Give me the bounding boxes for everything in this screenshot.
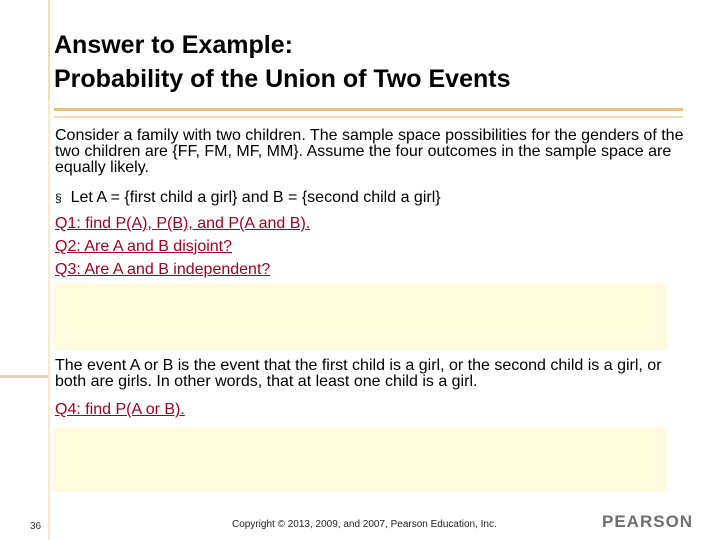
question-4-link[interactable]: Q4: find P(A or B). [55, 401, 185, 418]
title-divider-top [54, 108, 683, 111]
slide-title-line-1: Answer to Example: [54, 31, 293, 59]
question-3-link[interactable]: Q3: Are A and B independent? [55, 261, 271, 278]
question-2-link[interactable]: Q2: Are A and B disjoint? [55, 238, 233, 255]
problem-statement: Consider a family with two children. The sample space possibilities for the genders of the two children are {FF, FM, MF, MM}. Assume the four outcomes in the sample space are equally likely. [55, 127, 684, 176]
left-accent-line [48, 0, 50, 100]
title-divider-bottom [54, 116, 683, 118]
pearson-logo: PEARSON [602, 512, 694, 531]
page-number: 36 [30, 521, 42, 532]
slide-title [54, 28, 510, 96]
left-tick-mark [0, 375, 48, 378]
copyright-notice: Copyright © 2013, 2009, and 2007, Pearson Education, Inc. [232, 519, 497, 530]
slide-title-line-2: Probability of the Union of Two Events [54, 65, 511, 93]
left-accent-line-lower [48, 100, 50, 540]
bullet-item [55, 190, 441, 206]
bullet-text: Let A = {first child a girl} and B = {second child a girl} [70, 189, 441, 206]
bullet-icon: § [55, 191, 62, 205]
union-explanation: The event A or B is the event that the first child is a girl, or the second child is a girl, or both are girls. In other words, that at least one child is a girl. [55, 357, 662, 390]
question-1-link[interactable]: Q1: find P(A), P(B), and P(A and B). [55, 215, 311, 232]
answer-box-2 [54, 428, 667, 492]
answer-box-1 [54, 284, 667, 350]
